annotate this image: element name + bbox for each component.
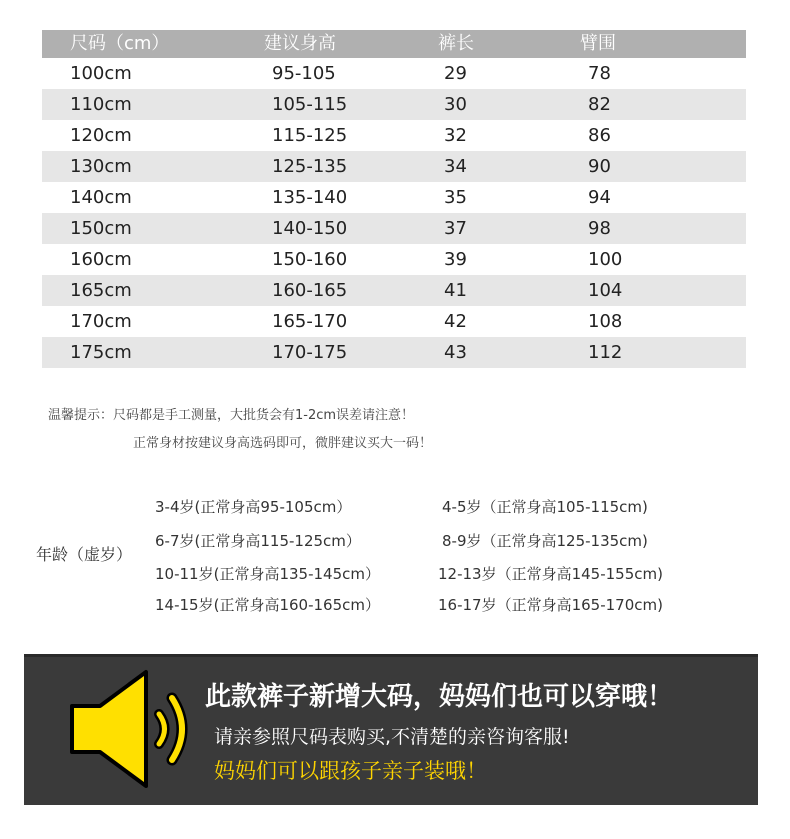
cell-length: 34 [444, 156, 467, 177]
cell-height: 170-175 [272, 342, 348, 363]
cell-height: 165-170 [272, 311, 348, 332]
cell-arm: 94 [588, 187, 611, 208]
cell-size: 170cm [70, 311, 132, 332]
cell-height: 125-135 [272, 156, 348, 177]
cell-arm: 108 [588, 311, 623, 332]
cell-arm: 100 [588, 249, 623, 270]
cell-length: 43 [444, 342, 467, 363]
cell-size: 165cm [70, 280, 132, 301]
age-entry: 12-13岁（正常身高145-155cm) [438, 565, 663, 583]
age-entry: 14-15岁(正常身高160-165cm） [155, 596, 380, 614]
cell-size: 110cm [70, 94, 132, 115]
cell-length: 39 [444, 249, 467, 270]
size-table [42, 30, 746, 368]
cell-height: 140-150 [272, 218, 348, 239]
cell-height: 160-165 [272, 280, 348, 301]
banner-headline: 此款裤子新增大码，妈妈们也可以穿哦！ [205, 682, 674, 712]
age-label: 年龄（虚岁） [36, 545, 133, 564]
cell-arm: 98 [588, 218, 611, 239]
table-header-row [42, 30, 746, 58]
table-row [42, 58, 746, 89]
cell-arm: 104 [588, 280, 623, 301]
table-row [42, 213, 746, 244]
cell-length: 30 [444, 94, 467, 115]
cell-length: 42 [444, 311, 467, 332]
cell-size: 100cm [70, 63, 132, 84]
cell-size: 140cm [70, 187, 132, 208]
table-row [42, 120, 746, 151]
cell-size: 130cm [70, 156, 132, 177]
cell-size: 150cm [70, 218, 132, 239]
cell-size: 120cm [70, 125, 132, 146]
cell-height: 95-105 [272, 63, 336, 84]
cell-length: 32 [444, 125, 467, 146]
cell-arm: 82 [588, 94, 611, 115]
fit-advice-line: 正常身材按建议身高选码即可，微胖建议买大一码！ [133, 436, 433, 451]
cell-height: 115-125 [272, 125, 348, 146]
age-entry: 10-11岁(正常身高135-145cm） [155, 565, 380, 583]
cell-height: 150-160 [272, 249, 348, 270]
age-entry: 8-9岁（正常身高125-135cm) [442, 532, 648, 550]
age-entry: 16-17岁（正常身高165-170cm) [438, 596, 663, 614]
table-row [42, 151, 746, 182]
cell-height: 135-140 [272, 187, 348, 208]
cell-length: 29 [444, 63, 467, 84]
cell-length: 41 [444, 280, 467, 301]
cell-arm: 112 [588, 342, 623, 363]
cell-arm: 78 [588, 63, 611, 84]
cell-length: 35 [444, 187, 467, 208]
age-entry: 6-7岁(正常身高115-125cm） [155, 532, 361, 550]
cell-size: 160cm [70, 249, 132, 270]
banner-family-line: 妈妈们可以跟孩子亲子装哦！ [214, 759, 487, 783]
cell-size: 175cm [70, 342, 132, 363]
banner-consult-line: 请亲参照尺码表购买,不清楚的亲咨询客服! [214, 726, 570, 748]
table-row [42, 306, 746, 337]
cell-arm: 90 [588, 156, 611, 177]
cell-length: 37 [444, 218, 467, 239]
header-arm-circumference: 臂围 [580, 33, 616, 54]
header-height: 建议身高 [264, 33, 336, 54]
table-row [42, 337, 746, 368]
cell-arm: 86 [588, 125, 611, 146]
table-row [42, 89, 746, 120]
age-entry: 3-4岁(正常身高95-105cm） [155, 498, 352, 516]
cell-height: 105-115 [272, 94, 348, 115]
table-row [42, 244, 746, 275]
table-row [42, 182, 746, 213]
warm-tip-line: 温馨提示：尺码都是手工测量，大批货会有1-2cm误差请注意！ [48, 408, 415, 423]
header-pants-length: 裤长 [438, 33, 474, 54]
table-row [42, 275, 746, 306]
header-size: 尺码（cm） [70, 33, 170, 54]
speaker-icon [64, 664, 198, 794]
age-entry: 4-5岁（正常身高105-115cm) [442, 498, 648, 516]
